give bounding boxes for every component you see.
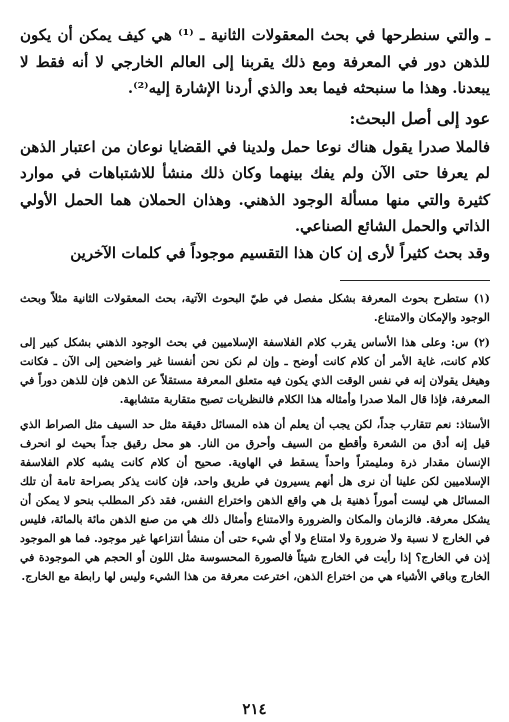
footnote-separator	[340, 280, 490, 281]
paragraph-search-others: وقد بحث كثيراً لأرى إن كان هذا التقسيم موجوداً في كلمات الآخرين	[70, 243, 490, 262]
book-page	[20, 22, 490, 712]
footnote-2-question: (٢) س: وعلى هذا الأساس يقرب كلام الفلاسفة الإسلاميين في بحث الوجود الذهني بشكل كبير إلى كلام كانت، غاية الأمر أن كلام كانت أوضح ـ وإن لم نكن نحن أنفسنا غير واضحين إلى الآن ـ فكانت وهيغل يقولان إنه في نفس الوقت الذي يكون فيه متعلق المعرفة مستقلاً عن الذهن فإن للذهن دوراً في المعرفة، فإذا قال الملا صدرا وأمثاله هذا الكلام فالنظريات تصبح متقاربة متشابهة.	[20, 336, 490, 406]
paragraph-mental-role: ـ والتي سنطرحها في بحث المعقولات الثانية ـ ⁽¹⁾ هي كيف يمكن أن يكون للذهن دور في المعرفة ومع ذلك يقربنا إلى العالم الخارجي لا أنه فقط لا يبعدنا. وهذا ما سنبحثه فيما بعد والذي أردنا الإشارة إليه⁽²⁾.	[20, 26, 490, 97]
paragraph-two-predications: فالملا صدرا يقول هناك نوعا حمل ولدينا في القضايا نوعان من اعتبار الذهن لم يعرفا حتى الآن ولم يفك بينهما وكان ذلك منشأ للاشتباهات في موارد كثيرة والتي منها مسألة الوجود الذهني. وهذان الحملان هما الحمل الأولي الذاتي والحمل الشائع الصناعي.	[20, 137, 490, 235]
footnote-2-answer	[20, 415, 490, 586]
section-heading: عود إلى أصل البحث:	[349, 108, 490, 128]
footnote-1: (١) ستطرح بحوث المعرفة بشكل مفصل في طيّ البحوث الآتية، بحث المعقولات الثانية مثلاً وبحث الوجود والإمكان والامتناع.	[20, 292, 490, 324]
teacher-label: الأستاذ:	[455, 418, 490, 431]
page-number: ٢١٤	[242, 700, 267, 718]
teacher-answer-text: نعم تتقارب جداً، لكن يجب أن يعلم أن هذه المسائل دقيقة مثل حد السيف مثل الصراط الذي قيل إنه أدق من الشعرة وأقطع من السيف وأحرق من النار. هو محل رقيق جداً بحيث لو انحرف الإنسان مقدار ذرة ومليمتراً واحداً يسقط في الهاوية. صحيح أن كلام كانت يشبه كلام الفلاسفة الإسلاميين لكن علينا أن نرى هل أنهم يسيرون في طريق واحد، فإن كانت يذكر بصراحة تامة أن تلك المسائل هي ليست أموراً ذهنية بل هي واقع الذهن واختراع النفس، فقد ذكر المطلب بنحو لا يمكن أن يشكل معرفة. فالزمان والمكان والضرورة والامتناع وأمثال ذلك هي من صنع الذهن مائة بالمائة، فليس في الخارج لا نسبة ولا ضرورة ولا امتناع ولا أي شيء حتى أن منشأ انتزاعها غير موجود. فما هو الموجود إذن في الخارج؟ إذا رأيت في الخارج شيئاً فالصورة المحسوسة مثل اللون أو الحجم هي الموجودة في الخارج وباقي الأشياء هي من اختراع الذهن، اخترعت معرفة من هذا الشيء وليس لها رابطة مع الخارج.	[20, 418, 490, 583]
